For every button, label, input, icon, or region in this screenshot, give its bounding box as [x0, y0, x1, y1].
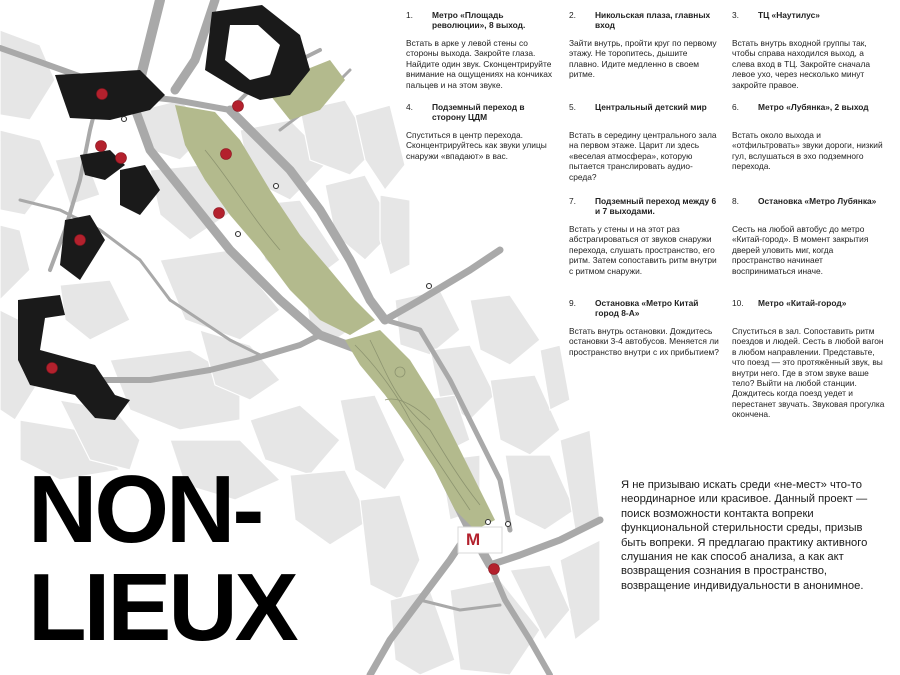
marker-4: [116, 153, 127, 164]
step-title: Подземный переход в сторону ЦДМ: [432, 102, 525, 123]
step-title: Остановка «Метро Лубянка»: [758, 196, 877, 206]
step-title: Центральный детский мир: [595, 102, 707, 112]
step-number: 7.: [569, 196, 576, 206]
step-text: Встать в середину центрального зала на первом этаже. Царит ли здесь «веселая атмосфера», которую пытается транслировать аудио-среда?: [569, 130, 717, 182]
bus-stop-icon: [506, 522, 511, 527]
step-text: Зайти внутрь, пройти круг по первому этажу. Не торопитесь, дышите плавно. Идите медленно в своем ритме.: [569, 38, 717, 80]
step-number: 9.: [569, 298, 576, 308]
marker-6: [214, 208, 225, 219]
step-4: [406, 102, 556, 161]
bus-stop-icon: [236, 232, 241, 237]
step-number: 3.: [732, 10, 739, 20]
manifest-paragraph: Я не призываю искать среди «не-мест» что-то неординарное или красивое. Данный проект — поиск возможности контакта вопреки функциональной стерильности среды, призыв быть вопреки. Я предлагаю практику активного слушания не как способ анализа, а как акт возвращения сознания в пространство, возвращение индивидуальности в анонимное.: [621, 479, 868, 592]
marker-7: [75, 235, 86, 246]
step-title: Метро «Лубянка», 2 выход: [758, 102, 869, 112]
step-7: [569, 196, 719, 276]
step-text: Спуститься в зал. Сопоставить ритм поездов и людей. Сесть в любой вагон в любом направлении. Представьте, что поезд — это протяжённый звук, вы внутри него. Где в этом звуке ваше тело? Выйти на любой станции. Дождитесь когда поезд уедет и перестанет звучать. Звуковая прогулка окончена.: [732, 326, 885, 420]
step-6: [732, 102, 887, 172]
metro-icon: M: [466, 530, 481, 549]
marker-8: [47, 363, 58, 374]
bus-stop-icon: [274, 184, 279, 189]
step-9: [569, 298, 719, 357]
bus-stop-icon: [427, 284, 432, 289]
step-8: [732, 196, 887, 276]
bus-stop-icon: [122, 117, 127, 122]
title-line-1: NON-: [28, 456, 262, 563]
step-text: Встать внутрь остановки. Дождитесь остановки 3-4 автобусов. Меняется ли пространство внутри с их прибытием?: [569, 326, 719, 357]
step-number: 8.: [732, 196, 739, 206]
step-text: Встать внутрь входной группы так, чтобы справа находился выход, а слева вход в ТЦ. Закройте сначала левое ухо, через несколько минут закройте правое.: [732, 38, 870, 90]
step-title: Подземный переход между 6 и 7 выходами.: [595, 196, 717, 217]
marker-1: [97, 89, 108, 100]
step-title: Никольская плаза, главных вход: [595, 10, 711, 31]
step-number: 6.: [732, 102, 739, 112]
step-10: [732, 298, 887, 420]
step-title: Метро «Китай-город»: [758, 298, 847, 308]
title-line-2: LIEUX: [28, 554, 296, 661]
marker-5: [221, 149, 232, 160]
step-number: 5.: [569, 102, 576, 112]
step-3: [732, 10, 887, 90]
step-text: Встать у стены и на этот раз абстрагироваться от звуков снаружи перехода, слушать пространство, его ритм. Затем сопоставить ритм внутри с ритмом снаружи.: [569, 224, 717, 276]
marker-9: [489, 564, 500, 575]
step-title: Остановка «Метро Китай город 8-А»: [595, 298, 699, 319]
step-2: [569, 10, 719, 80]
step-text: Сесть на любой автобус до метро «Китай-город». В момент закрытия дверей уловить миг, когда пространство начинает восприниматься иначе.: [732, 224, 869, 276]
marker-3: [96, 141, 107, 152]
step-number: 4.: [406, 102, 413, 112]
bus-stop-icon: [486, 520, 491, 525]
step-title: Метро «Площадь революции», 8 выход.: [432, 10, 526, 31]
step-text: Встать около выхода и «отфильтровать» звуки дороги, низкий гул, вслушаться в эхо подземного перехода.: [732, 130, 883, 172]
step-1: [406, 10, 556, 90]
step-text: Встать в арке у левой стены со стороны выхода. Закройте глаза. Найдите один звук. Сконцентрируйте внимание на ощущениях на кончиках пальцев и на этом звуке.: [406, 38, 553, 90]
step-title: ТЦ «Наутилус»: [758, 10, 820, 20]
step-number: 10.: [732, 298, 744, 308]
step-text: Спуститься в центр перехода. Сконцентрируйтесь как звуки улицы снаружи «впадают» в вас.: [406, 130, 547, 161]
step-number: 1.: [406, 10, 413, 20]
marker-2: [233, 101, 244, 112]
step-number: 2.: [569, 10, 576, 20]
step-5: [569, 102, 719, 182]
